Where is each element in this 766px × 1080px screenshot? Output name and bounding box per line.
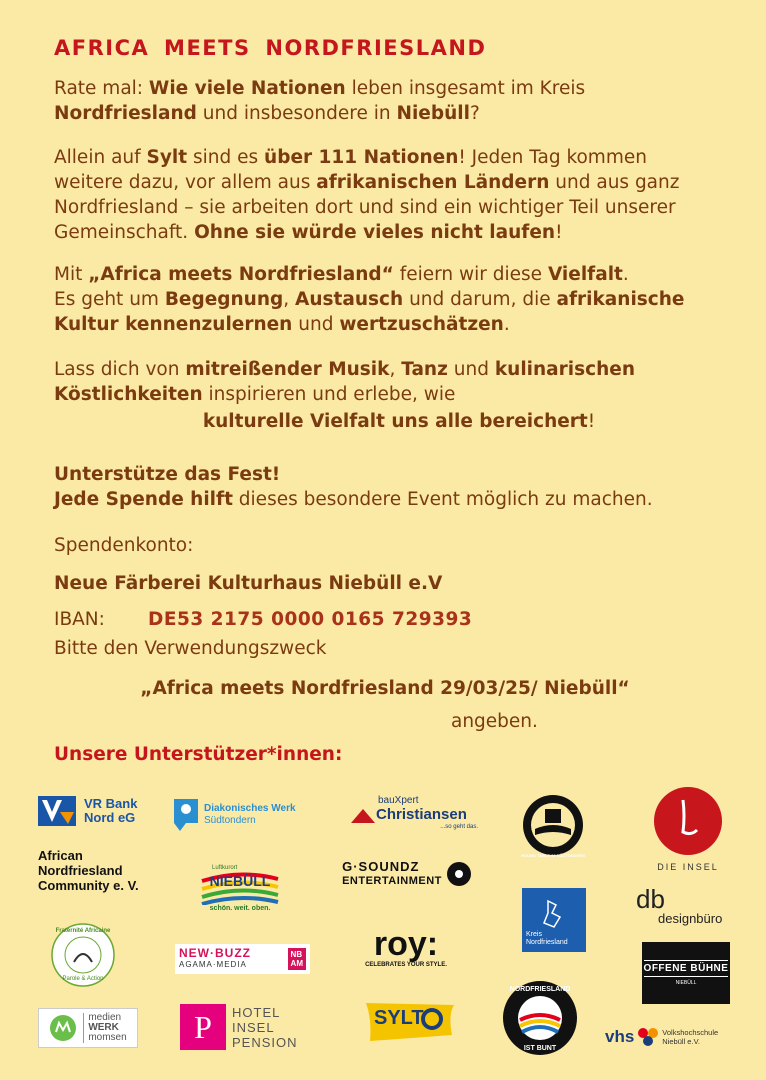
fraternite-line2: Parole & Action [62, 976, 104, 982]
medienwerk-line1: medien [88, 1012, 122, 1023]
round-table-logo [520, 792, 586, 858]
text-bold: mitreißender Musik [185, 359, 390, 380]
text-bold: Wie viele Nationen [148, 78, 346, 99]
newbuzz-logo [175, 944, 310, 974]
text: ! [555, 222, 563, 243]
iban-label: IBAN: [54, 609, 105, 630]
designbuero-logo [636, 885, 732, 927]
support-paragraph [54, 462, 744, 512]
newbuzz-line2: AGAMA·MEDIA [179, 960, 247, 969]
sylt-lions-text: SYLT [374, 1007, 424, 1029]
vr-bank-line2: Nord eG [84, 810, 136, 825]
text: Rate mal: [54, 78, 149, 99]
sylt-lions-logo [362, 995, 460, 1045]
text-bold: Ohne sie würde vieles nicht laufen [194, 222, 556, 243]
text: inspirieren und erlebe, wie [202, 384, 456, 405]
gsoundz-logo [337, 856, 477, 892]
text-bold: Jede Spende hilft [54, 489, 233, 510]
vr-bank-logo [38, 795, 148, 827]
newbuzz-tag2: AM [290, 959, 303, 968]
vielfalt-paragraph [54, 262, 744, 337]
vhs-icon [637, 1027, 659, 1047]
music-paragraph [54, 357, 744, 434]
sylt-paragraph [54, 145, 744, 245]
vhs-main: vhs [605, 1027, 635, 1046]
text: Es geht um [54, 289, 165, 310]
text: Mit [54, 264, 89, 285]
text-bold: Austausch [295, 289, 404, 310]
text: und insbesondere in [196, 103, 397, 124]
gsoundz-line1: G·SOUNDZ [342, 859, 420, 874]
text: sind es [187, 147, 265, 168]
purpose-label: Bitte den Verwendungszweck [54, 638, 327, 659]
text-bold: kulinarischen [494, 359, 635, 380]
niebuell-tag: schön. weit. oben. [209, 904, 271, 912]
hotel-line1: HOTEL [232, 1004, 281, 1020]
text-bold: wertzuschätzen [339, 314, 504, 335]
purpose-suffix: angeben. [451, 711, 538, 732]
text-bold: Tanz [401, 359, 448, 380]
medienwerk-line2: WERK [88, 1022, 119, 1033]
purpose-reference: „Africa meets Nordfriesland 29/03/25/ Niebüll“ [140, 678, 630, 699]
vhs-line2: Niebüll e.V. [662, 1037, 700, 1046]
text-bold: afrikanischen Ländern [316, 172, 550, 193]
round-table-icon [521, 793, 585, 857]
text: . [622, 264, 629, 285]
intro-paragraph [54, 76, 744, 126]
text: feiern wir diese [393, 264, 548, 285]
iban-row [54, 609, 472, 630]
medienwerk-logo [38, 1008, 138, 1048]
offene-buehne-logo [642, 942, 730, 1004]
niebuell-logo [198, 855, 282, 921]
text: Nordfriesland – sie arbeiten dort und sind ein wichtiger Teil unserer [54, 197, 676, 218]
text: ? [469, 103, 480, 124]
nf-bunt-bottom: IST BUNT [523, 1045, 557, 1052]
african-community-line1: African [38, 848, 83, 863]
text: Allein auf [54, 147, 147, 168]
supporters-heading: Unsere Unterstützer*innen: [54, 744, 343, 765]
support-heading: Unterstütze das Fest! [54, 464, 281, 485]
text-bold: afrikanische [556, 289, 685, 310]
diakonie-line1: Diakonisches Werk [204, 803, 296, 814]
vhs-line1: Volkshochschule [662, 1028, 719, 1037]
text: . [503, 314, 510, 335]
fraternite-logo [50, 922, 116, 988]
roy-main: roy: [373, 925, 439, 963]
text: und darum, die [403, 289, 557, 310]
medienwerk-line3: momsen [88, 1032, 127, 1043]
text-bold: Kultur kennenzulernen [54, 314, 293, 335]
text-bold: über 111 Nationen [264, 147, 459, 168]
text-bold: Vielfalt [547, 264, 623, 285]
kreis-nf-map-icon [534, 899, 574, 931]
text-bold: Begegnung [164, 289, 284, 310]
text-bold: Niebüll [396, 103, 470, 124]
kreis-nf-line1: Kreis [526, 931, 542, 938]
donation-label: Spendenkonto: [54, 535, 194, 556]
nf-bunt-logo [502, 980, 578, 1056]
die-insel-icon [653, 786, 723, 856]
kreis-nf-logo [522, 888, 586, 952]
text: , [389, 359, 402, 380]
die-insel-logo [648, 783, 728, 875]
african-community-line2: Nordfriesland [38, 863, 123, 878]
vhs-logo [605, 1022, 731, 1052]
diakonie-icon [172, 797, 200, 833]
kreis-nf-line2: Nordfriesland [526, 939, 568, 946]
text: leben insgesamt im Kreis [345, 78, 586, 99]
text: weitere dazu, vor allem aus [54, 172, 317, 193]
text: und [292, 314, 340, 335]
designbuero-sub: designbüro [658, 910, 723, 926]
text-bold: Sylt [146, 147, 188, 168]
hotel-logo [180, 1003, 310, 1051]
text-bold: Nordfriesland [54, 103, 197, 124]
bauxpert-main: Christiansen [376, 806, 467, 823]
record-icon [446, 861, 472, 887]
vr-bank-line1: VR Bank [84, 796, 138, 811]
hotel-line2: INSEL [232, 1019, 275, 1035]
african-community-line3: Community e. V. [38, 878, 139, 893]
diakonie-logo [172, 795, 317, 835]
newbuzz-tag1: NB [290, 950, 303, 959]
die-insel-text: DIE INSEL [657, 862, 719, 872]
hotel-icon [180, 1004, 226, 1050]
house-icon [350, 806, 376, 824]
nf-bunt-top: NORDFRIESLAND [509, 986, 571, 993]
text: ! Jeden Tag kommen [458, 147, 647, 168]
gsoundz-line2: ENTERTAINMENT [342, 875, 442, 887]
text: Gemeinschaft. [54, 222, 195, 243]
hotel-line3: PENSION [232, 1034, 298, 1050]
text: dieses besondere Event möglich zu machen. [232, 489, 653, 510]
text: und aus ganz [549, 172, 680, 193]
roy-tag: CELEBRATES YOUR STYLE. [365, 962, 447, 968]
iban-value: DE53 2175 0000 0165 729393 [148, 609, 473, 630]
designbuero-main: db [636, 883, 665, 914]
bauxpert-logo [350, 795, 478, 829]
text: , [283, 289, 296, 310]
text-bold: „Africa meets Nordfriesland“ [88, 264, 394, 285]
bauxpert-top: bauXpert [378, 794, 419, 806]
text: ! [587, 411, 596, 432]
donation-org: Neue Färberei Kulturhaus Niebüll e.V [54, 573, 443, 594]
diakonie-line2: Südtondern [204, 815, 256, 826]
fraternite-line1: Fraternité Africaine [55, 928, 111, 934]
roy-logo [360, 918, 452, 976]
vr-bank-icon [38, 796, 76, 826]
niebuell-top: Luftkurort [212, 864, 238, 871]
bauxpert-tag: ...so geht das. [440, 823, 478, 830]
svg-text:P: P [194, 1009, 212, 1045]
page-title: AFRICA MEETS NORDFRIESLAND [54, 36, 487, 60]
text-bold: kulturelle Vielfalt uns alle bereichert [202, 411, 588, 432]
offene-buehne-main: OFFENE BÜHNE [644, 960, 729, 977]
text: und [447, 359, 495, 380]
medienwerk-icon [49, 1014, 77, 1042]
newbuzz-line1: NEW·BUZZ [179, 946, 251, 960]
offene-buehne-sub: NIEBÜLL [675, 980, 697, 986]
text-bold: Köstlichkeiten [54, 384, 203, 405]
round-table-text: ROUND TABLE 66 SÜDTONDERN [521, 853, 585, 858]
text: Lass dich von [54, 359, 186, 380]
african-community-logo [38, 848, 139, 893]
niebuell-main: NIEBÜLL [209, 873, 271, 889]
